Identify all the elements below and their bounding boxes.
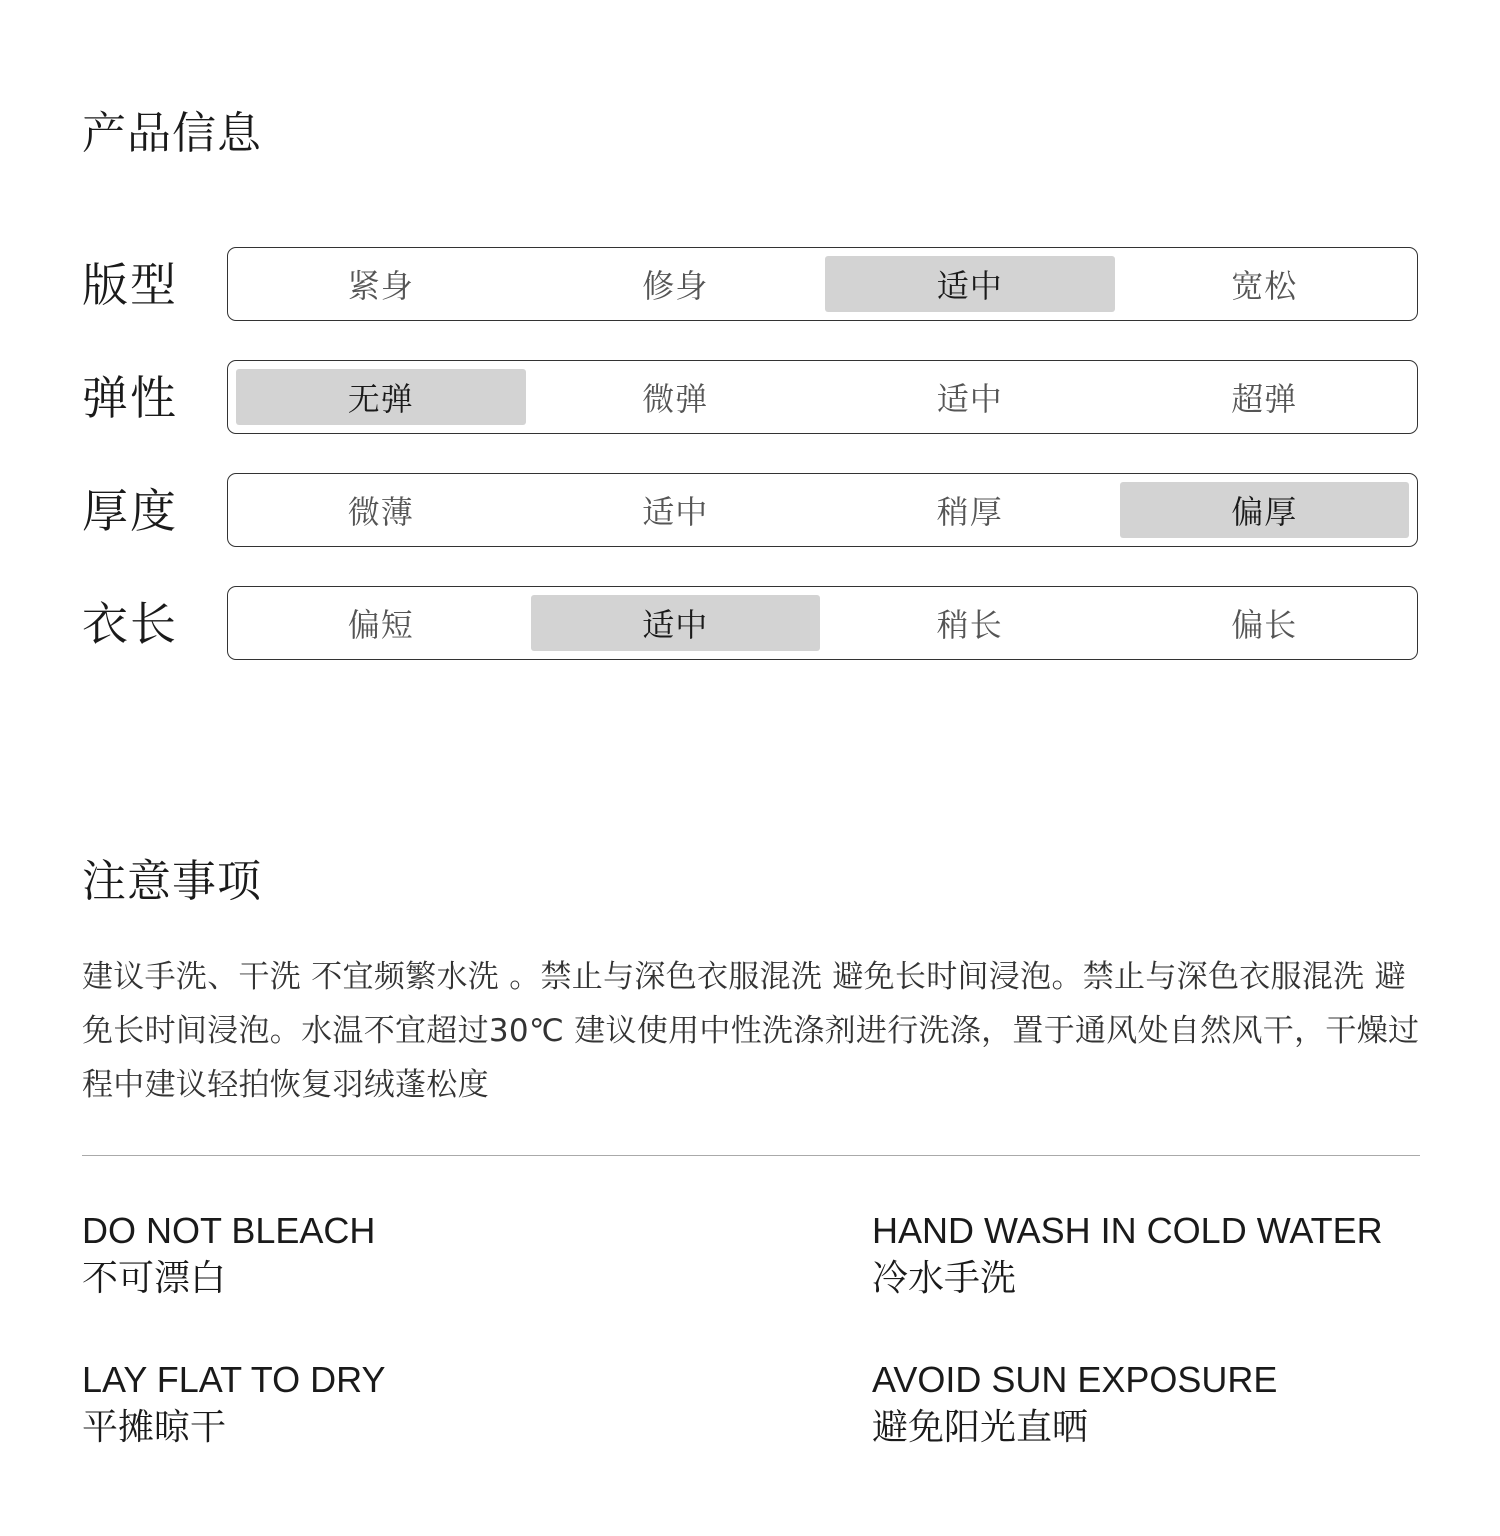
care-item-zh: 平摊晾干 — [82, 1407, 227, 1448]
attr-option: 紧身 — [347, 267, 414, 305]
attr-option-selected: 无弹 — [236, 369, 526, 425]
attr-option: 适中 — [642, 493, 709, 531]
attr-option: 修身 — [642, 267, 709, 305]
divider — [82, 1155, 1420, 1156]
care-item-en: AVOID SUN EXPOSURE — [872, 1359, 1278, 1400]
care-item-lay-flat — [82, 1357, 702, 1453]
attr-scale — [227, 360, 1418, 434]
attr-option-selected: 偏厚 — [1120, 482, 1410, 538]
attr-label: 厚度 — [82, 484, 178, 538]
care-item-en: DO NOT BLEACH — [82, 1210, 376, 1251]
attr-row-thickness — [82, 473, 1420, 549]
care-item-en: HAND WASH IN COLD WATER — [872, 1210, 1383, 1251]
care-item-zh: 避免阳光直晒 — [872, 1407, 1089, 1448]
attr-option-selected: 适中 — [825, 256, 1115, 312]
attr-option: 适中 — [936, 380, 1003, 418]
attr-row-length — [82, 586, 1420, 662]
attr-option: 稍厚 — [936, 493, 1003, 531]
care-title: 注意事项 — [82, 856, 262, 907]
care-item-hand-wash — [872, 1208, 1492, 1304]
attr-row-elasticity — [82, 360, 1420, 436]
care-item-sun — [872, 1357, 1492, 1453]
attr-scale — [227, 586, 1418, 660]
attr-label: 弹性 — [82, 371, 178, 425]
attr-scale — [227, 247, 1418, 321]
attr-option: 超弹 — [1231, 380, 1298, 418]
attr-option: 偏短 — [347, 606, 414, 644]
care-item-bleach — [82, 1208, 702, 1304]
attr-label: 衣长 — [82, 597, 178, 651]
attr-option: 微薄 — [347, 493, 414, 531]
care-instructions: 建议手洗、干洗 不宜频繁水洗 。禁止与深色衣服混洗 避免长时间浸泡。禁止与深色衣服混洗 避免长时间浸泡。水温不宜超过30℃ 建议使用中性洗涤剂进行洗涤，置于通风处自然风干，干燥过程中建议轻拍恢复羽绒蓬松度 — [82, 959, 1420, 1103]
care-item-zh: 不可漂白 — [82, 1258, 227, 1299]
attr-label: 版型 — [82, 258, 178, 312]
attr-option: 偏长 — [1231, 606, 1298, 644]
attr-option-selected: 适中 — [531, 595, 821, 651]
attr-option: 稍长 — [936, 606, 1003, 644]
care-item-zh: 冷水手洗 — [872, 1258, 1017, 1299]
attr-scale — [227, 473, 1418, 547]
attr-option: 微弹 — [642, 380, 709, 418]
product-info-title: 产品信息 — [82, 108, 262, 159]
attr-row-fit — [82, 247, 1420, 323]
attr-option: 宽松 — [1231, 267, 1298, 305]
care-item-en: LAY FLAT TO DRY — [82, 1359, 386, 1400]
